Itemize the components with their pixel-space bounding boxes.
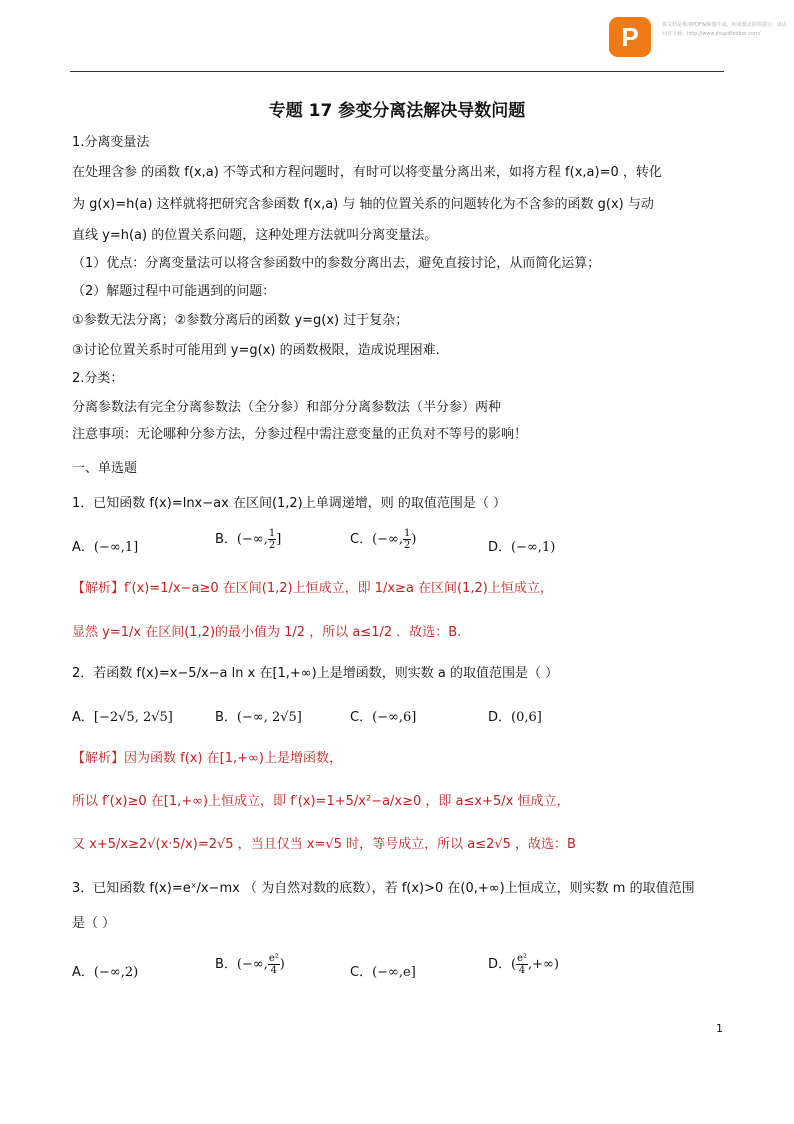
q2-stem: 2．若函数 f(x)=x−5/x−a ln x 在[1,+∞)上是增函数，则实数 a 的取值范围是（ ） bbox=[72, 666, 559, 681]
intro-line-4: （1）优点：分离变量法可以将含参函数中的参数分离出去，避免直接讨论，从而简化运算； bbox=[72, 256, 601, 271]
q1-option-d: D．(−∞,1) bbox=[488, 540, 556, 555]
section-heading: 一、单选题 bbox=[72, 461, 138, 476]
q2-option-b: B．(−∞, 2√5] bbox=[215, 710, 302, 725]
intro-line-8: 分离参数法有完全分离参数法（全分参）和部分分离参数法（半分参）两种 bbox=[72, 400, 502, 415]
q3-option-b: B．(−∞, $\frac{\text{e²}}{4}$) bbox=[215, 953, 285, 976]
q1-stem: 1．已知函数 f(x)=lnx−ax 在区间(1,2)上单调递增，则 的取值范围是（ ） bbox=[72, 496, 507, 511]
q2-option-a: A．[−2√5, 2√5] bbox=[72, 710, 173, 725]
intro-heading-1: 1.分离变量法 bbox=[72, 135, 150, 150]
fraction: $\frac{\text{e²}}{4}$ bbox=[268, 953, 279, 976]
pdf-editor-logo bbox=[609, 17, 651, 57]
q1-option-a: A．(−∞,1] bbox=[72, 540, 139, 555]
intro-line-2: 为 g(x)=h(a) 这样就将把研究含参函数 f(x,a) 与 轴的位置关系的问题转化为不含参的函数 g(x) 与动 bbox=[72, 197, 654, 212]
page-number: 1 bbox=[716, 1022, 723, 1035]
q3-option-d: D．( $\frac{\text{e²}}{4},+\infty$) bbox=[488, 953, 559, 976]
q3-stem-1: 3．已知函数 f(x)=eˣ/x−mx （ 为自然对数的底数），若 f(x)>0 在(0,+∞)上恒成立，则实数 m 的取值范围 bbox=[72, 881, 695, 896]
q3-option-a: A．(−∞,2) bbox=[72, 965, 139, 980]
intro-line-3: 直线 y=h(a) 的位置关系问题，这种处理方法就叫分离变量法。 bbox=[72, 228, 438, 243]
intro-line-1: 在处理含参 的函数 f(x,a) 不等式和方程问题时，有时可以将变量分离出来，如将方程 f(x,a)=0 ，转化 bbox=[72, 165, 662, 180]
fraction: $\frac{\text{e²}}{4}$ bbox=[517, 953, 528, 976]
q1-option-c: C．(−∞, $\frac{1}{2}$) bbox=[350, 528, 417, 551]
q3-stem-2: 是（ ） bbox=[72, 916, 116, 931]
logo-letter: P bbox=[621, 22, 639, 52]
q2-solution-2: 所以 f′(x)≥0 在[1,+∞)上恒成立，即 f′(x)=1+5/x²−a/x≥0 ，即 a≤x+5/x 恒成立， bbox=[72, 794, 570, 809]
watermark-note: 该文档是极速PDF编辑器生成，如果想去掉该提示，请访问并下载：http://www.jisupdfeditor.com/ bbox=[662, 22, 787, 37]
q2-option-c: C．(−∞,6] bbox=[350, 710, 417, 725]
q2-option-d: D．(0,6] bbox=[488, 710, 542, 725]
q1-option-b: B．(−∞, $\frac{1}{2}$] bbox=[215, 528, 282, 551]
q2-solution-3: 又 x+5/x≥2√(x·5/x)=2√5 ，当且仅当 x=√5 时，等号成立，所以 a≤2√5 ，故选：B bbox=[72, 837, 576, 852]
header-divider bbox=[70, 71, 724, 72]
q3-option-c: C．(−∞,e] bbox=[350, 965, 416, 980]
intro-line-7: ③讨论位置关系时可能用到 y=g(x) 的函数极限，造成说理困难. bbox=[72, 343, 440, 358]
intro-line-5: （2）解题过程中可能遇到的问题： bbox=[72, 284, 276, 299]
fraction: $\frac{1}{2}$ bbox=[268, 528, 276, 551]
q1-solution-1: 【解析】f′(x)=1/x−a≥0 在区间(1,2)上恒成立，即 1/x≥a 在区间(1,2)上恒成立， bbox=[72, 581, 553, 596]
intro-heading-2: 2.分类： bbox=[72, 371, 124, 386]
page-title: 专题 17 参变分离法解决导数问题 bbox=[268, 101, 526, 121]
intro-line-9: 注意事项：无论哪种分参方法，分参过程中需注意变量的正负对不等号的影响！ bbox=[72, 427, 528, 442]
q1-solution-2: 显然 y=1/x 在区间(1,2)的最小值为 1/2 ，所以 a≤1/2 ．故选：B. bbox=[72, 625, 462, 640]
intro-line-6: ①参数无法分离；②参数分离后的函数 y=g(x) 过于复杂； bbox=[72, 313, 409, 328]
fraction: $\frac{1}{2}$ bbox=[404, 528, 411, 551]
q2-solution-1: 【解析】因为函数 f(x) 在[1,+∞)上是增函数， bbox=[72, 751, 342, 766]
